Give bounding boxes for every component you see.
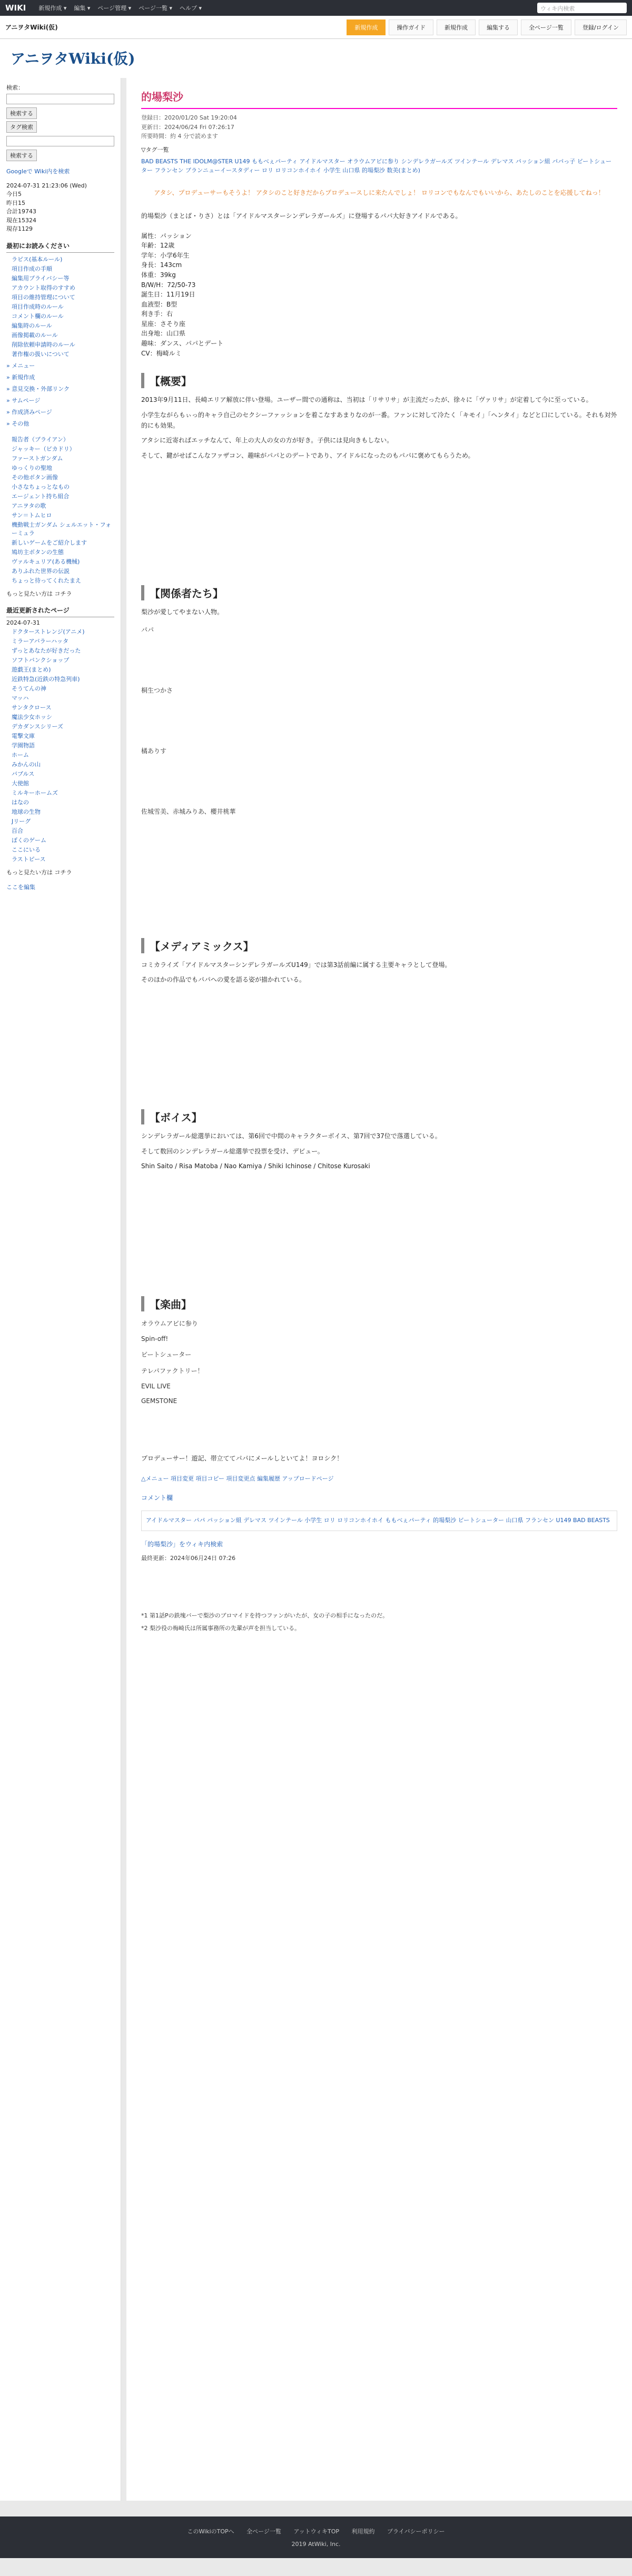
rule-link[interactable]: 削除依頼申請時のルール — [12, 341, 75, 348]
menu-page-list[interactable]: ページ一覧 ▾ — [139, 5, 173, 12]
popular-link[interactable]: 機動戦士ガンダム シェルエット・フォーミュラ — [12, 521, 112, 537]
tag-search-button[interactable]: タグ検索 — [6, 121, 37, 133]
overview-paragraph: そして、鍵がせばこんなファザコン、趣味がパパとのデートであり、アイドルになったのもパパに褒めてもらうため。 — [141, 451, 475, 459]
menu-new[interactable]: 新規作成 ▾ — [38, 5, 67, 12]
site-title[interactable]: アニヲタWiki(仮) — [11, 50, 135, 67]
recent-link[interactable]: ホーム — [12, 752, 29, 758]
recent-link[interactable]: Jリーグ — [12, 818, 31, 825]
song-item: オラウムアビに参り — [141, 1319, 198, 1327]
popular-link[interactable]: 報告者（ブライアン） — [12, 436, 69, 443]
rule-link[interactable]: 項目作成の手順 — [12, 265, 52, 272]
rule-link[interactable]: アカウント取得のすすめ — [12, 284, 75, 291]
copyright: 2019 AtWiki, Inc. — [291, 2541, 341, 2548]
relations-paragraph: 梨沙が愛してやまない人物。 — [141, 608, 224, 616]
overview-paragraph: アタシに近寄ればエッチなんて、年上の大人の女の方が好き。子供には見向きもしない。 — [141, 437, 393, 445]
article-footer-links — [141, 1474, 617, 1483]
recent-link[interactable]: 地球の生物 — [12, 808, 41, 815]
recent-link[interactable]: はなの — [12, 799, 29, 806]
voice-credits: Shin Saito / Risa Matoba / Nao Kamiya / Shiki Ichinose / Chitose Kurosaki — [141, 1162, 370, 1170]
popular-link[interactable]: 小さなちょっとなもの — [12, 483, 70, 490]
recent-link[interactable]: 魔法少女ホッシ — [12, 714, 52, 721]
profile-line: 体重：39kg — [141, 271, 176, 279]
create-button[interactable]: 新規作成 — [437, 19, 476, 35]
recent-link[interactable]: ずっとあなたが好きだった — [12, 647, 81, 654]
footer-terms-link[interactable]: 利用規約 — [351, 2528, 375, 2535]
popular-link[interactable]: アニヲタの歌 — [12, 502, 46, 509]
nav-created[interactable]: » 作成済みページ — [6, 408, 52, 416]
atwiki-logo[interactable]: WIKI — [5, 3, 26, 13]
popular-link[interactable]: ありふれた世界の伝説 — [12, 567, 70, 575]
all-pages-button[interactable]: 全ページ一覧 — [521, 19, 571, 35]
site-name[interactable]: アニヲタWiki(仮) — [5, 24, 58, 31]
nav-new[interactable]: » 新規作成 — [6, 373, 35, 381]
tags-label[interactable]: ▽タグ一覧 — [141, 146, 169, 153]
footer-menu-link[interactable]: △メニュー — [141, 1475, 169, 1482]
popular-link[interactable]: 鳩坊主ボタンの生態 — [12, 548, 64, 556]
recent-link[interactable]: ここにいる — [12, 846, 41, 853]
nav-menu[interactable]: » メニュー — [6, 362, 35, 369]
site-subbar — [0, 16, 632, 39]
nav-sample[interactable]: » サムページ — [6, 397, 41, 404]
bottom-tag-bar[interactable]: アイドルマスター パパ パッション組 デレマス ツインテール 小学生 ロリ ロリコンホイホイ ももべぇパーティ 的場梨沙 ビートシューター 山口県 フランセン U149 BAD BEASTS — [141, 1511, 617, 1531]
rule-link[interactable]: コメント欄のルール — [12, 312, 64, 320]
popular-link[interactable]: ジャッキー（ビカドリ） — [12, 445, 75, 452]
song-item: Spin-off! — [141, 1335, 169, 1343]
counter-current: 現在15324 — [6, 216, 36, 224]
article — [126, 78, 632, 2501]
section-voice-heading: 【ボイス】 — [141, 1109, 617, 1124]
section-overview-heading: 【概要】 — [141, 373, 617, 388]
profile-line: 学年：小学6年生 — [141, 251, 190, 259]
sidebar-search-button[interactable]: 検索する — [6, 107, 37, 119]
menu-edit[interactable]: 編集 ▾ — [74, 5, 91, 12]
popular-link[interactable]: ヴァルキュリア(ある機械) — [12, 558, 80, 565]
login-button[interactable]: 登録/ログイン — [575, 19, 627, 35]
footer-diff-link[interactable]: 項目変更点 — [226, 1475, 255, 1482]
topbar — [0, 0, 632, 16]
recent-link[interactable]: みかんの山 — [12, 761, 41, 768]
rule-link[interactable]: 項目の維持管理について — [12, 293, 75, 301]
rule-link[interactable]: 項目作成時のルール — [12, 303, 64, 310]
footer-history-link[interactable]: 編集履歴 — [257, 1475, 281, 1482]
rules-heading: 最初にお読みください — [6, 239, 114, 253]
recent-link[interactable]: 大使館 — [12, 780, 29, 787]
recent-link[interactable]: 近鉄特急(近鉄の特急列車) — [12, 676, 80, 683]
updated-date: 更新日：2024/06/24 Fri 07:26:17 — [141, 123, 234, 131]
popular-link[interactable]: 新しいゲームをご紹介します — [12, 539, 87, 546]
relation-item: パパ — [141, 626, 154, 634]
recent-link[interactable]: ドクターストレンジ(アニメ) — [12, 628, 85, 635]
menu-page-manage[interactable]: ページ管理 ▾ — [97, 5, 132, 12]
more-link-1[interactable]: もっと見たい方は コチラ — [6, 590, 72, 597]
relation-item: 桐生つかさ — [141, 686, 173, 694]
edit-button[interactable]: 編集する — [479, 19, 518, 35]
recent-link[interactable]: サンタクロース — [12, 704, 52, 711]
section-relations-heading: 【関係者たち】 — [141, 585, 617, 600]
tag-list[interactable]: BAD BEASTS THE IDOLM@STER U149 ももべぇパーティ アイドルマスター オラウムアビに参り シンデレラガールズ ツインテール デレマス パッション組 パパっ子 ビートシューター フランセン ブランニューイースタディー ロリ ロリコンホイホイ 小学生 山口県 的場梨沙 数美(まとめ) — [141, 157, 612, 174]
article-title: 的場梨沙 — [141, 88, 617, 109]
footnote: *1 第1話Pの鉄塊バーで梨沙のブロマイドを持つファンがいたが、女の子の相手になったのだ。 — [141, 1612, 389, 1620]
popular-link[interactable]: ちょっと待ってくれたまえ — [12, 577, 81, 584]
recent-date: 2024-07-31 — [6, 619, 40, 626]
recent-list — [6, 627, 114, 863]
profile-line: 血液型：B型 — [141, 300, 177, 308]
song-item: EVIL LIVE — [141, 1382, 171, 1390]
profile-line: 趣味：ダンス、パパとデート — [141, 340, 224, 348]
footer-upload-link[interactable]: アップロードページ — [282, 1475, 334, 1482]
new-create-button[interactable]: 新規作成 — [347, 19, 386, 35]
rule-link[interactable]: 編集時のルール — [12, 322, 52, 329]
counter-existing: 現存1129 — [6, 225, 33, 232]
footer-edit-link[interactable]: 項目変更 — [170, 1475, 194, 1482]
rule-link[interactable]: 編集用プライバシー等 — [12, 274, 70, 282]
rule-link[interactable]: 著作権の扱いについて — [12, 350, 70, 358]
song-item: テレパファクトリー！ — [141, 1367, 204, 1375]
opening-quote: アタシ、プロデューサーもそうよ！ アタシのこと好きだからプロデュースしに来たんでしょ！ ロリコンでもなんでもいいから、あたしのことを応援してねっ！ — [154, 189, 605, 196]
intro-paragraph: 的場梨沙（まとば・りさ）とは「アイドルマスターシンデレラガールズ」に登場するパパ大好きアイドルである。 — [141, 212, 462, 220]
google-search-button[interactable]: 検索する — [6, 150, 37, 161]
recent-link[interactable]: ぼくのゲーム — [12, 837, 46, 844]
footer-privacy-link[interactable]: プライバシーポリシー — [387, 2528, 445, 2535]
recent-link[interactable]: デカダンスシリーズ — [12, 723, 64, 730]
profile-line: 星座：さそり座 — [141, 320, 186, 328]
recent-link[interactable]: 百合 — [12, 827, 23, 834]
search-label: 検索： — [6, 84, 24, 91]
counter-yesterday: 昨日15 — [6, 199, 25, 206]
popular-link[interactable]: ゆっくりの聖地 — [12, 464, 52, 471]
rule-link[interactable]: 画像掲載のルール — [12, 331, 58, 339]
nav-external[interactable]: » 意見交換・外部リンク — [6, 385, 70, 392]
footer-top-link[interactable]: このWikiのTOPへ — [187, 2528, 234, 2535]
sidebar-search-input[interactable] — [6, 94, 114, 104]
wiki-search-input[interactable]: ウィキ内検索 — [537, 3, 627, 13]
counter — [6, 182, 114, 234]
recent-heading: 最近更新されたページ — [6, 604, 114, 617]
comment-link[interactable]: コメント欄 — [141, 1494, 173, 1502]
profile-line: 利き手：右 — [141, 310, 173, 318]
edit-sidebar-link[interactable]: ここを編集 — [6, 883, 35, 891]
profile-line: 誕生日：11月19日 — [141, 291, 195, 299]
nav-other[interactable]: » その他 — [6, 420, 29, 427]
section-songs-heading: 【楽曲】 — [141, 1296, 617, 1311]
guide-button[interactable]: 操作ガイド — [389, 19, 433, 35]
footer-copy-link[interactable]: 項目コピー — [195, 1475, 225, 1482]
more-link-2[interactable]: もっと見たい方は コチラ — [6, 869, 72, 876]
menu-help[interactable]: ヘルプ ▾ — [180, 5, 202, 12]
overview-paragraph: 小学生ながらもぃっ的キャラ自己のセクシーファッションを着こなすあまりなのが一番。ファンに対して冷たく「キモイ」「ヘンタイ」などと口にしている。それも対外的にも効果。 — [141, 411, 617, 430]
recent-link[interactable]: ラストピース — [12, 856, 46, 863]
wiki-search-link[interactable]: 「的場梨沙」をウィキ内検索 — [141, 1540, 223, 1548]
media-paragraph: コミカライズ「アイドルマスターシンデレラガールズU149」では第3話前編に属する主要キャラとして登場。 — [141, 961, 451, 969]
song-item: GEMSTONE — [141, 1397, 177, 1405]
profile-line: 属性：パッション — [141, 232, 192, 240]
profile-line: 出身地：山口県 — [141, 330, 186, 338]
profile-line: B/W/H：72/50-73 — [141, 281, 196, 289]
counter-today: 今日5 — [6, 191, 22, 198]
media-paragraph: そのほかの作品でもパパへの愛を語る姿が描かれている。 — [141, 976, 306, 983]
sidebar — [0, 78, 121, 2501]
article-meta — [141, 113, 617, 141]
footer-atwiki-link[interactable]: アットウィキTOP — [293, 2528, 340, 2535]
recent-link[interactable]: マッハ — [12, 695, 29, 702]
recent-link[interactable]: ソフトバンクショップ — [12, 657, 70, 664]
registered-date: 登録日：2020/01/20 Sat 19:20:04 — [141, 114, 237, 121]
recent-link[interactable]: バブルス — [12, 771, 35, 777]
counter-date: 2024-07-31 21:23:06 (Wed) — [6, 182, 87, 189]
recent-link[interactable]: そうてんの神 — [12, 685, 46, 692]
recent-link[interactable]: ミルキーホームズ — [12, 789, 58, 796]
popular-link[interactable]: サン＝トムヒロ — [12, 511, 52, 519]
footer-allpages-link[interactable]: 全ページ一覧 — [246, 2528, 281, 2535]
profile-line: 年齢：12歳 — [141, 242, 175, 250]
voice-paragraph: シンデレラガール総選挙においては、第6回で中間のキャラクターボイス、第7回で37位で落選している。 — [141, 1132, 441, 1140]
popular-list — [6, 435, 114, 585]
recent-link[interactable]: ミラーアバラーハッタ — [12, 638, 69, 645]
relation-item: 佐城雪美、赤城みりあ、櫻井桃華 — [141, 807, 236, 815]
recent-link[interactable]: 遊戯王(まとめ) — [12, 666, 51, 673]
voice-paragraph: そして数回のシンデレラガール総選挙で投票を受け、デビュー。 — [141, 1147, 324, 1155]
section-media-heading: 【メディアミックス】 — [141, 938, 617, 953]
recent-link[interactable]: 電撃文庫 — [12, 733, 35, 739]
read-time: 所要時間：約 4 分で読めます — [141, 133, 218, 140]
site-header — [0, 39, 632, 78]
counter-total: 合計19743 — [6, 208, 36, 215]
relation-item: 橘ありす — [141, 747, 167, 755]
profile-line: 身長：143cm — [141, 261, 182, 269]
footnote: *2 梨沙役の梅崎氏は所属事務所の先輩が声を担当している。 — [141, 1625, 300, 1632]
profile-line: CV：梅崎ルミ — [141, 349, 182, 357]
page-footer — [0, 2516, 632, 2558]
popular-link[interactable]: エージェント持ち組合 — [12, 492, 70, 500]
google-search-link[interactable]: Googleで Wiki内を検索 — [6, 168, 70, 175]
closing-quote: プロデューサー！遊記、帯立ててパパにメールしといてよ！ヨロシク！ — [141, 1454, 343, 1462]
profile — [141, 231, 617, 359]
google-search-input[interactable] — [6, 136, 114, 146]
recent-link[interactable]: 学園物語 — [12, 742, 35, 749]
song-item: ビートシューター — [141, 1350, 192, 1358]
overview-paragraph: 2013年9月11日、長崎エリア解放に伴い登場。ユーザー間での通称は、当初は「リサリサ」が主流だったが、徐々に「ヴァリサ」が定着して今に至っている。 — [141, 396, 592, 404]
popular-link[interactable]: ファーストガンダム — [12, 455, 63, 462]
final-update-date: 最終更新：2024年06月24日 07:26 — [141, 1554, 236, 1562]
popular-link[interactable]: その他ボタン画像 — [12, 473, 58, 481]
rule-link[interactable]: ラピス(基本ルール) — [12, 255, 63, 263]
rules-list — [6, 255, 114, 358]
